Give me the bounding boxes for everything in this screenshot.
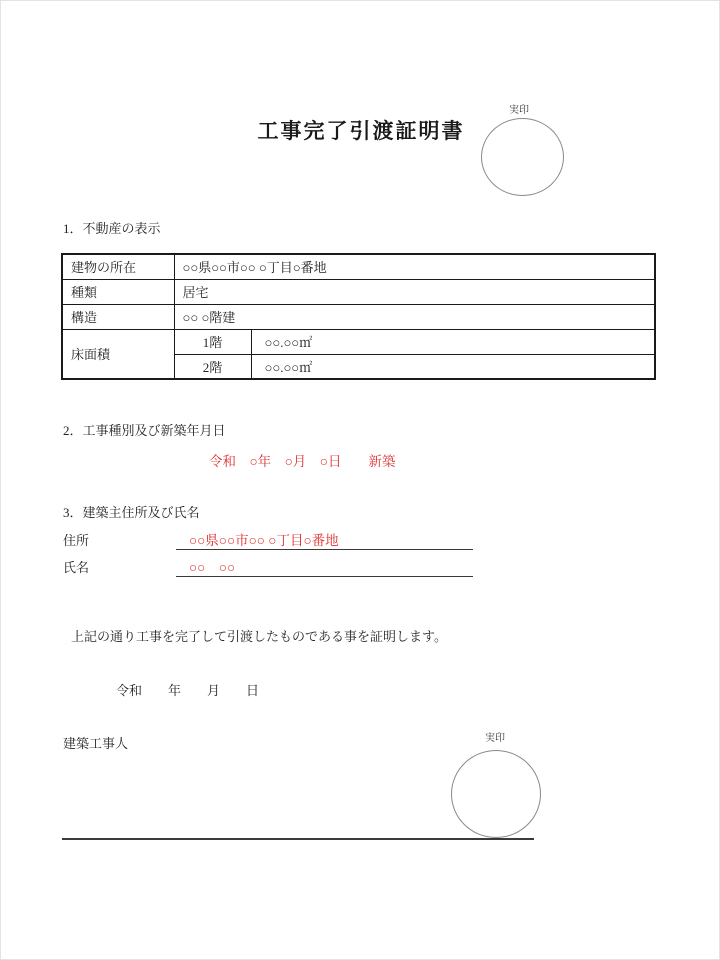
row-value-type: 居宅: [174, 279, 655, 304]
name-label: 氏名: [63, 560, 90, 575]
builder-label: 建築工事人: [63, 736, 129, 751]
name-underline: [176, 576, 473, 577]
section3-heading: 3．建築主住所及び氏名: [63, 505, 200, 520]
table-row: [62, 279, 655, 304]
seal-label-bottom: 実印: [485, 733, 505, 744]
address-underline: [176, 549, 473, 550]
row-label-type: 種類: [62, 279, 174, 304]
builder-signature-line: [62, 838, 534, 840]
certification-statement: 上記の通り工事を完了して引渡したものである事を証明します。: [71, 629, 447, 644]
address-label: 住所: [63, 533, 90, 548]
seal-circle-bottom-icon: [451, 750, 541, 838]
address-value: ○○県○○市○○ ○丁目○番地: [189, 533, 339, 548]
floor1-label: 1階: [174, 329, 251, 354]
row-value-location: ○○県○○市○○ ○丁目○番地: [174, 254, 655, 279]
table-row: [62, 329, 655, 354]
section2-heading: 2．工事種別及び新築年月日: [63, 423, 226, 438]
row-label-structure: 構造: [62, 304, 174, 329]
seal-circle-top-icon: [481, 118, 564, 196]
name-value: ○○ ○○: [189, 560, 236, 575]
row-label-floor-area: 床面積: [62, 329, 174, 379]
seal-label-top: 実印: [509, 105, 529, 116]
table-row: [62, 304, 655, 329]
floor2-label: 2階: [174, 354, 251, 379]
signature-date-line: 令和 年 月 日: [116, 683, 260, 698]
property-table: [61, 253, 656, 380]
floor1-value: ○○.○○㎡: [251, 329, 655, 354]
row-label-location: 建物の所在: [62, 254, 174, 279]
construction-date-value: 令和 ○年 ○月 ○日 新築: [209, 454, 396, 469]
floor2-value: ○○.○○㎡: [251, 354, 655, 379]
page-title: 工事完了引渡証明書: [257, 119, 465, 143]
section1-heading: 1．不動産の表示: [63, 221, 161, 236]
table-row: [62, 254, 655, 279]
row-value-structure: ○○ ○階建: [174, 304, 655, 329]
